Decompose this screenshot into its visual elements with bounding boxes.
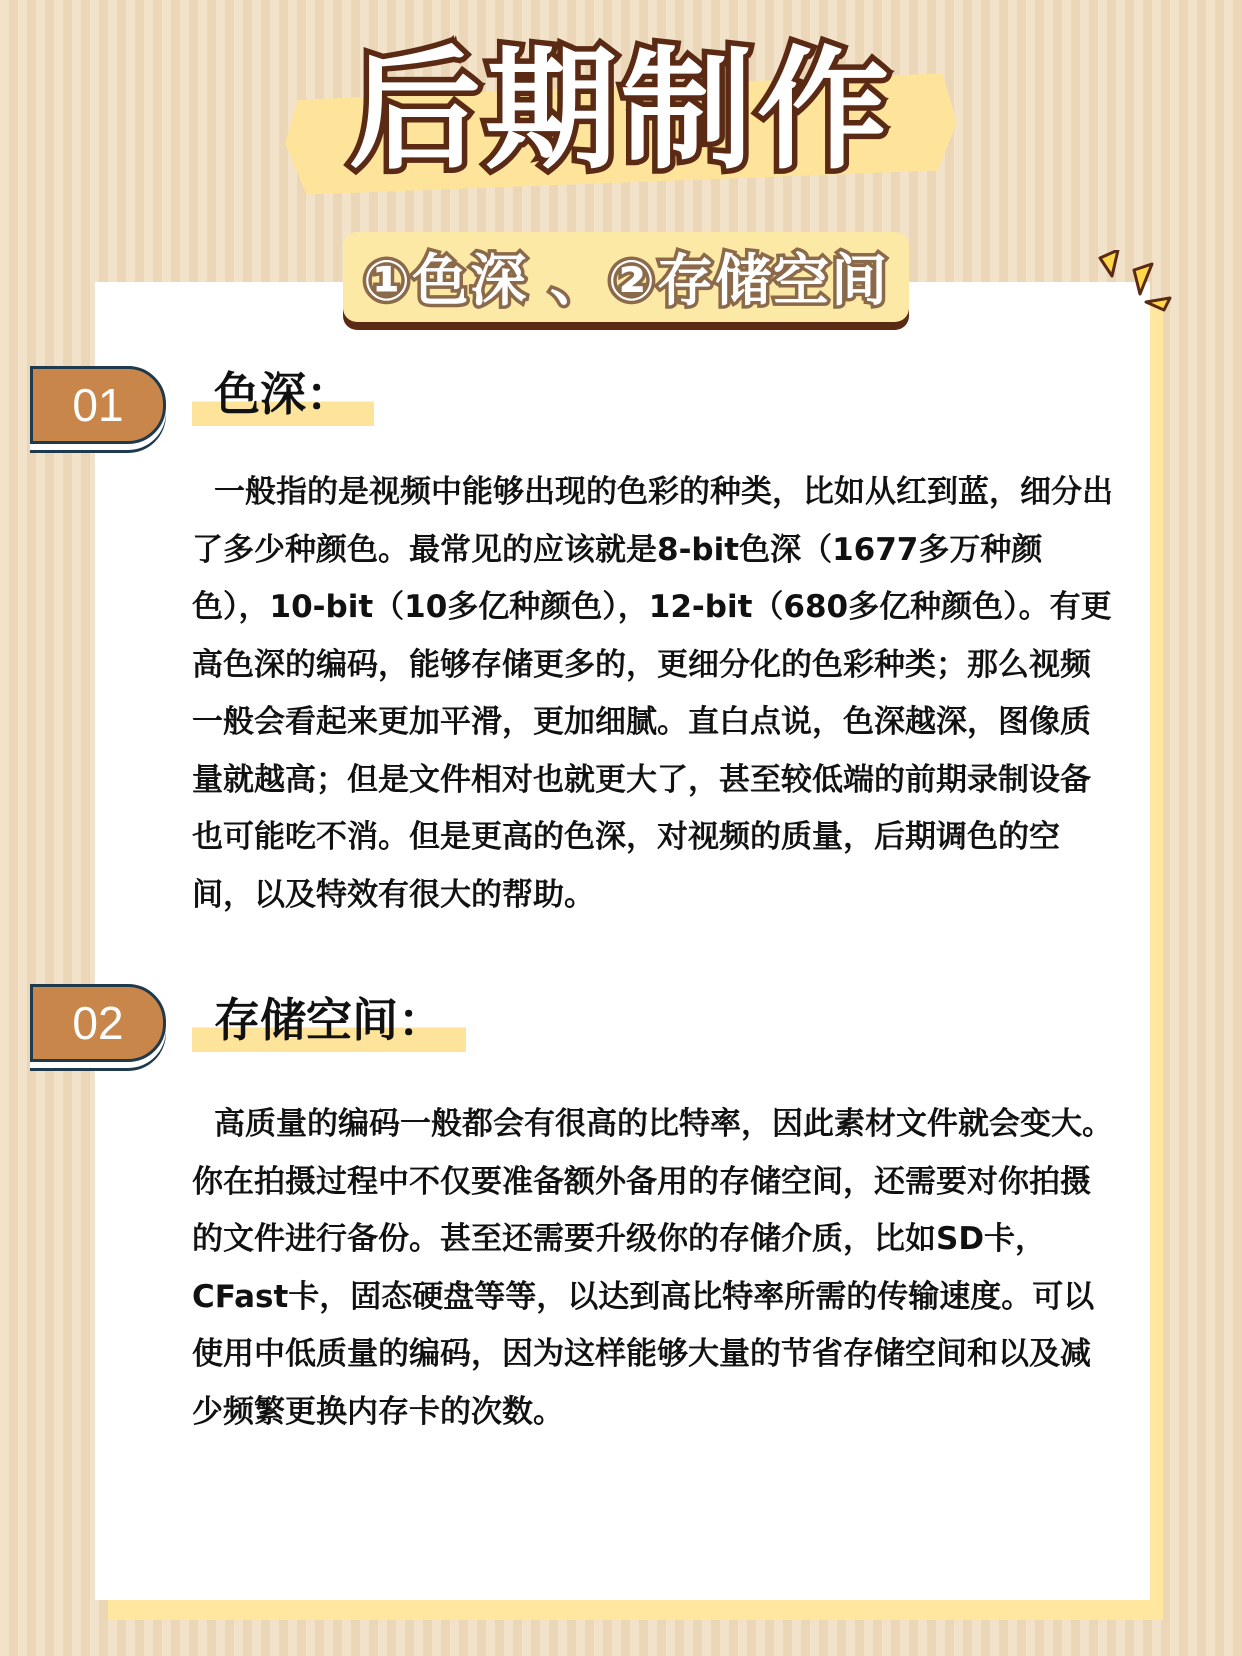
section-heading: 色深： (192, 362, 374, 426)
section-heading: 存储空间： (192, 988, 466, 1052)
sparkle-deco-icon (1098, 250, 1178, 320)
page-title: 后期制作 (349, 34, 893, 188)
section-number-badge: 01 (30, 366, 166, 444)
section-number-badge: 02 (30, 984, 166, 1062)
section-body: 一般指的是视频中能够出现的色彩的种类，比如从红到蓝，细分出了多少种颜色。最常见的应该就是8-bit色深（1677多万种颜色），10-bit（10多亿种颜色），12-bit（680多亿种颜色）。有更高色深的编码，能够存储更多的，更细分化的色彩种类；那么视频一般会看起来更加平滑，更加细腻。直白点说，色深越深，图像质量就越高；但是文件相对也就更大了，甚至较低端的前期录制设备也可能吃不消。但是更高的色深，对视频的质量，后期调色的空间，以及特效有很大的帮助。 (192, 474, 1113, 913)
section-body: 高质量的编码一般都会有很高的比特率，因此素材文件就会变大。你在拍摄过程中不仅要准备额外备用的存储空间，还需要对你拍摄的文件进行备份。甚至还需要升级你的存储介质，比如SD卡，CFast卡，固态硬盘等等，以达到高比特率所需的传输速度。可以使用中低质量的编码，因为这样能够大量的节省存储空间和以及减少频繁更换内存卡的次数。 (192, 1106, 1113, 1430)
subtitle-banner (343, 232, 909, 322)
subtitle-text: ①色深 、②存储空间 (362, 249, 890, 314)
